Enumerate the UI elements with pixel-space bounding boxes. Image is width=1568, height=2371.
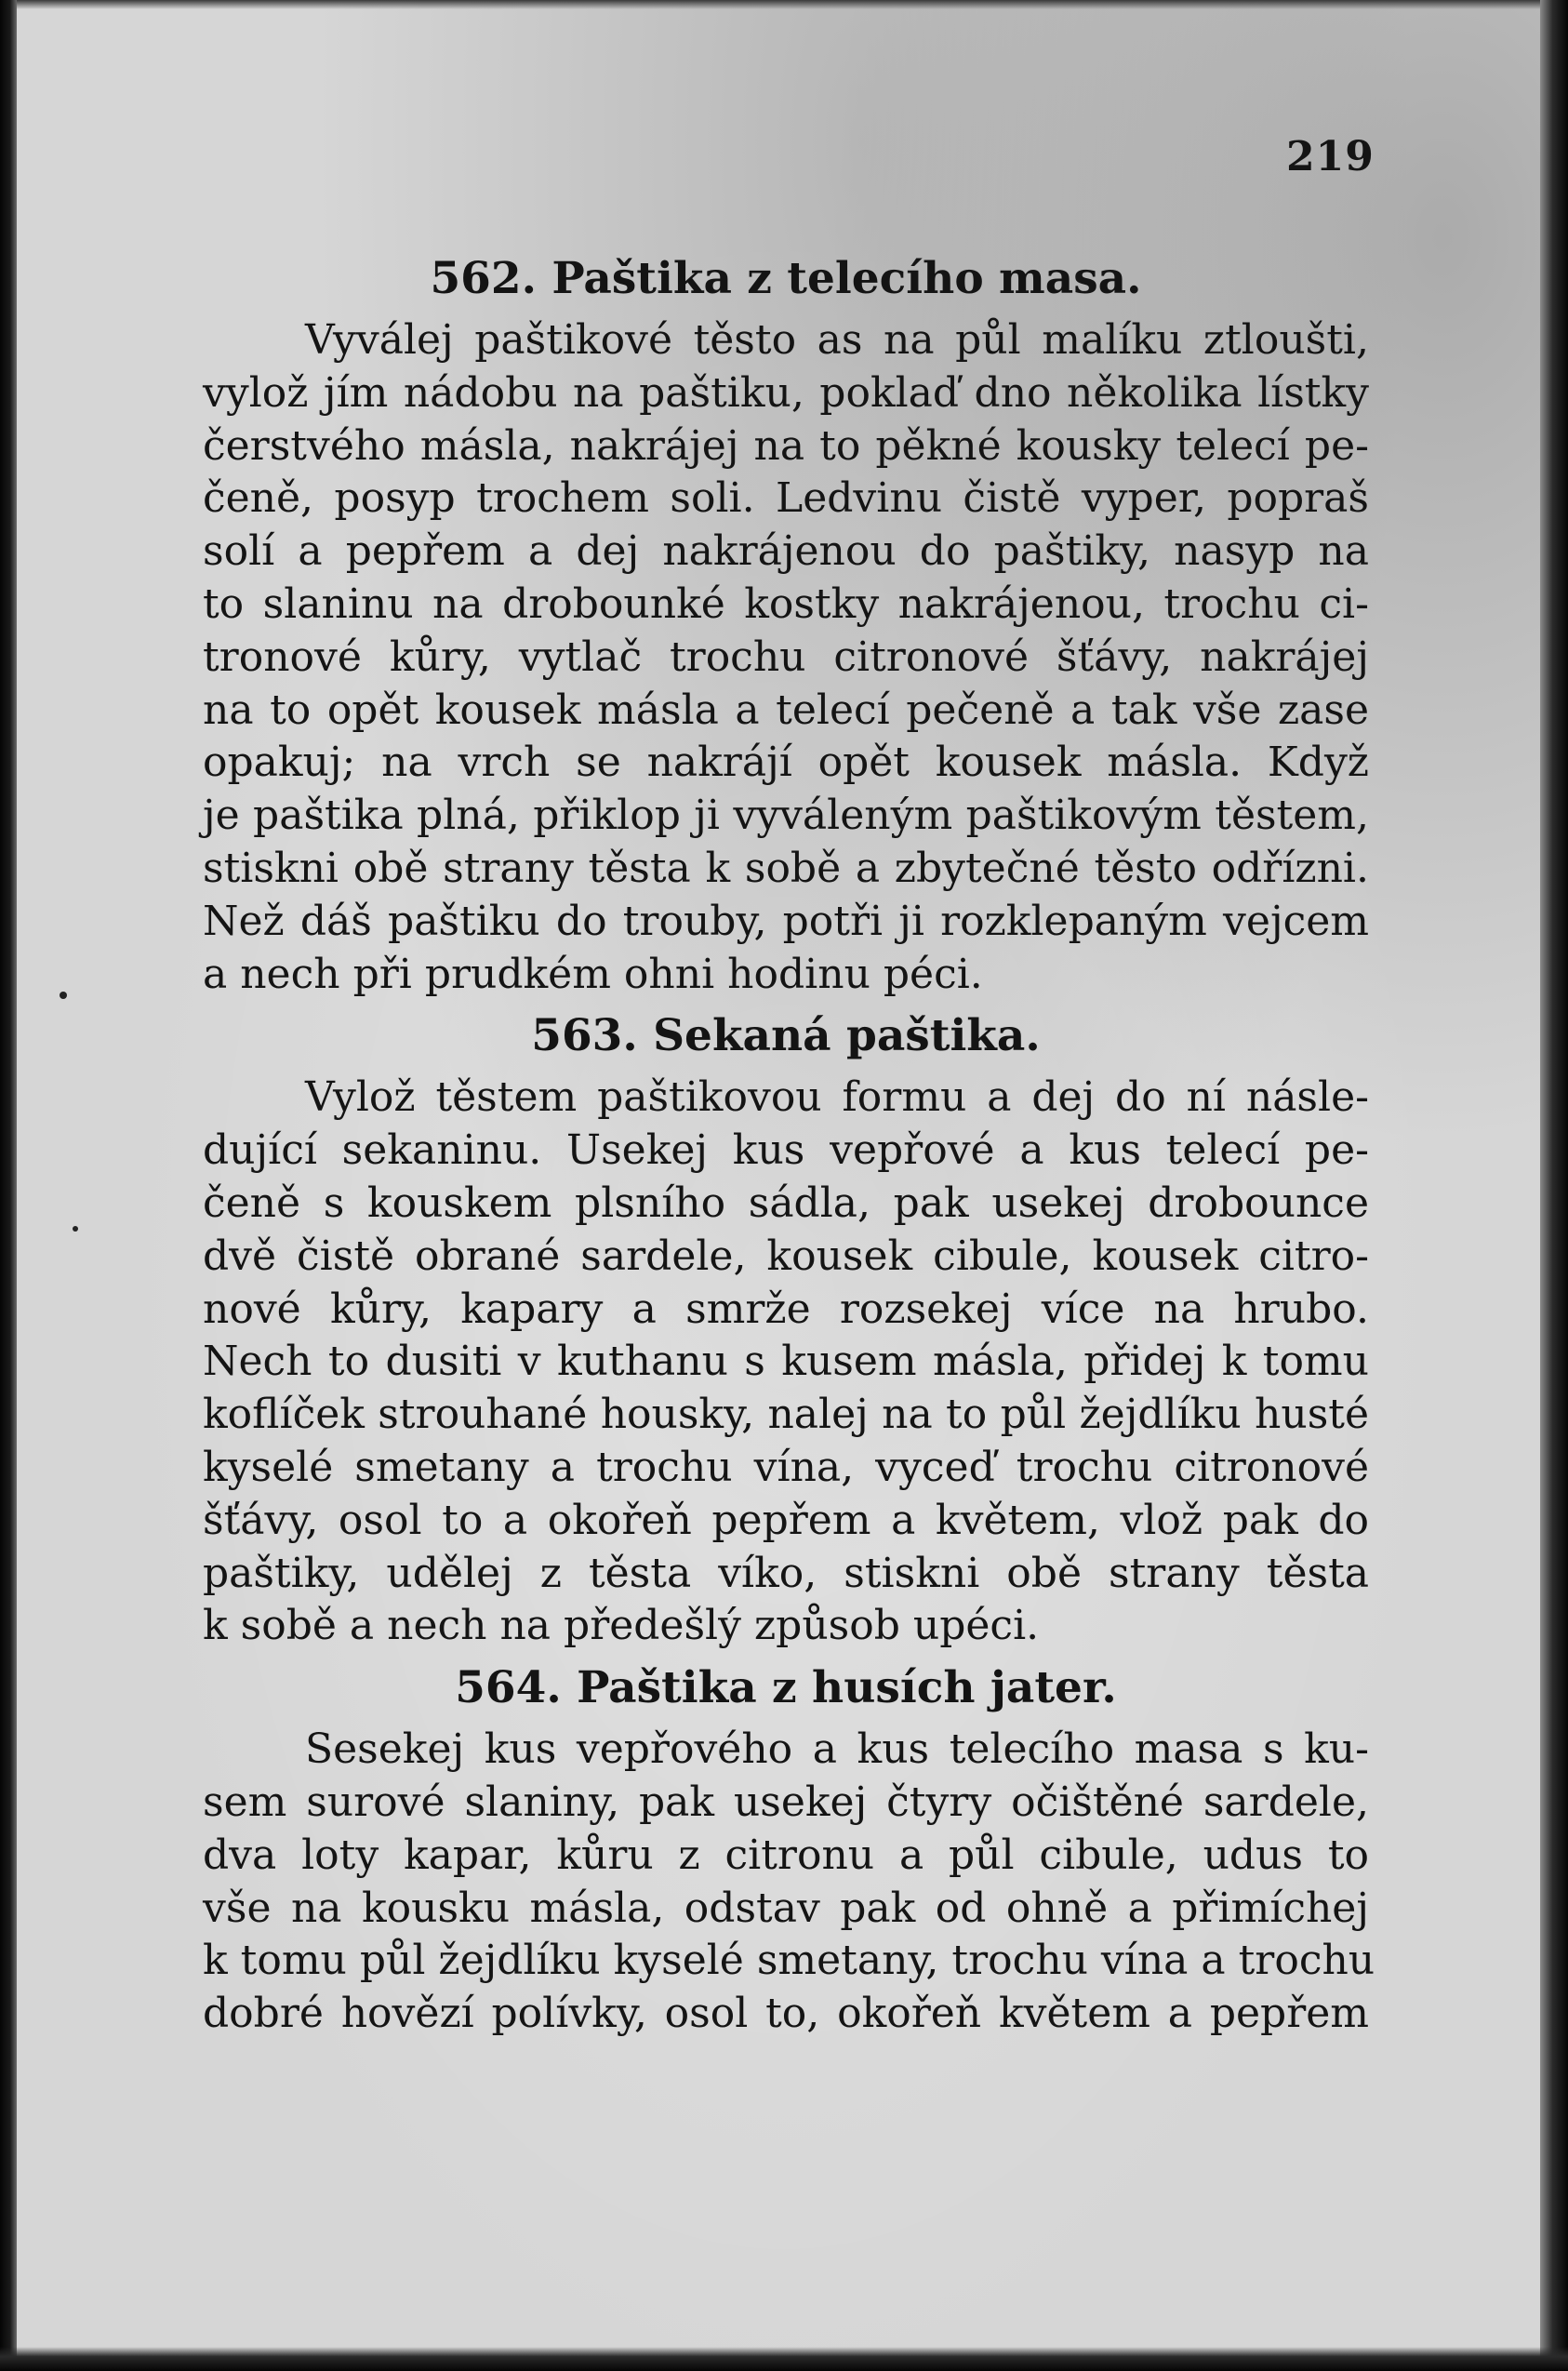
recipe-section-563 bbox=[203, 1001, 1369, 1653]
text-line: Vyválej paštikové těsto as na půl malíku ztloušti, bbox=[305, 316, 1369, 364]
text-line: to slaninu na drobounké kostky nakrájenou, trochu ci- bbox=[203, 579, 1369, 628]
text-line: sem surové slaniny, pak usekej čtyry očištěné sardele, bbox=[203, 1778, 1369, 1826]
text-line: tronové kůry, vytlač trochu citronové šťávy, nakrájej bbox=[203, 633, 1369, 681]
recipe-section-562 bbox=[203, 244, 1369, 1001]
text-line: paštiky, udělej z těsta víko, stiskni obě strany těsta bbox=[203, 1549, 1369, 1597]
scan-edge-top bbox=[0, 0, 1568, 9]
text-column bbox=[203, 244, 1375, 2041]
page-number: 219 bbox=[1286, 133, 1375, 180]
text-line: stiskni obě strany těsta k sobě a zbytečné těsto odřízni. bbox=[203, 844, 1369, 892]
text-line: dobré hovězí polívky, osol to, okořeň květem a pepřem bbox=[203, 1990, 1369, 2038]
scan-edge-right bbox=[1540, 0, 1568, 2371]
text-line: čeně, posyp trochem soli. Ledvinu čistě vyper, popraš bbox=[203, 474, 1369, 523]
text-line: je paštika plná, přiklop ji vyváleným paštikovým těstem, bbox=[203, 792, 1369, 840]
text-line: koflíček strouhané housky, nalej na to půl žejdlíku husté bbox=[203, 1391, 1369, 1439]
text-line: Nech to dusiti v kuthanu s kusem másla, přidej k tomu bbox=[203, 1338, 1369, 1386]
ink-speck bbox=[60, 992, 67, 999]
text-line: Sesekej kus vepřového a kus telecího masa s ku- bbox=[305, 1725, 1369, 1774]
recipe-heading: 564. Paštika z husích jater. bbox=[455, 1662, 1117, 1714]
recipe-heading: 562. Paštika z telecího masa. bbox=[430, 253, 1142, 304]
text-line: Vylož těstem paštikovou formu a dej do ní násle- bbox=[305, 1073, 1369, 1122]
scan-edge-left bbox=[0, 0, 17, 2371]
text-line: k tomu půl žejdlíku kyselé smetany, trochu vína a trochu bbox=[203, 1937, 1375, 1985]
text-line: vylož jím nádobu na paštiku, poklaď dno několika lístky bbox=[203, 368, 1369, 417]
recipe-section-564 bbox=[203, 1653, 1375, 2041]
text-line: Než dáš paštiku do trouby, potři ji rozklepaným vejcem bbox=[203, 897, 1369, 945]
text-line: opakuj; na vrch se nakrájí opět kousek másla. Když bbox=[203, 739, 1369, 787]
recipe-heading: 563. Sekaná paštika. bbox=[531, 1010, 1041, 1062]
text-line: čeně s kouskem plsního sádla, pak usekej drobounce bbox=[203, 1179, 1369, 1227]
ink-speck bbox=[73, 1226, 78, 1232]
text-line: dvě čistě obrané sardele, kousek cibule, kousek citro- bbox=[203, 1232, 1369, 1280]
text-line: solí a pepřem a dej nakrájenou do paštiky, nasyp na bbox=[203, 527, 1369, 576]
text-line: dující sekaninu. Usekej kus vepřové a kus telecí pe- bbox=[203, 1126, 1369, 1175]
scan-edge-bottom bbox=[0, 2347, 1568, 2371]
text-line: vše na kousku másla, odstav pak od ohně a přimíchej bbox=[203, 1884, 1369, 1932]
text-line: dva loty kapar, kůru z citronu a půl cibule, udus to bbox=[203, 1831, 1369, 1879]
text-line: k sobě a nech na předešlý způsob upéci. bbox=[203, 1602, 1040, 1650]
text-line: a nech při prudkém ohni hodinu péci. bbox=[203, 950, 983, 998]
text-line: na to opět kousek másla a telecí pečeně a tak vše zase bbox=[203, 686, 1369, 734]
text-line: šťávy, osol to a okořeň pepřem a květem, vlož pak do bbox=[203, 1496, 1369, 1544]
text-line: kyselé smetany a trochu vína, vyceď trochu citronové bbox=[203, 1443, 1369, 1491]
text-line: čerstvého másla, nakrájej na to pěkné kousky telecí pe- bbox=[203, 421, 1369, 470]
text-line: nové kůry, kapary a smrže rozsekej více na hrubo. bbox=[203, 1285, 1369, 1333]
